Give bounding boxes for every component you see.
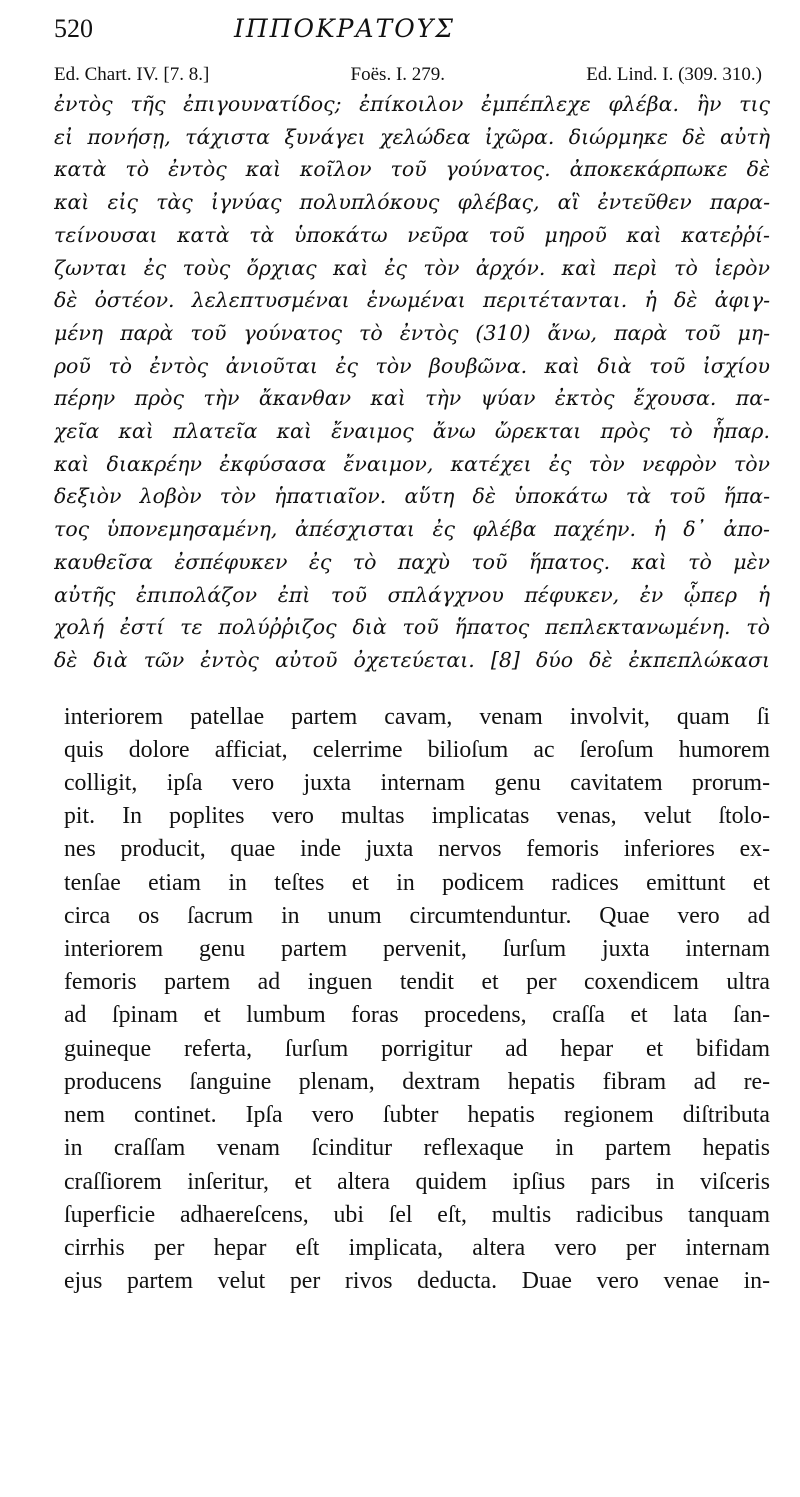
greek-line: τος ὑπονεμησαμένη, ἀπέσχισται ἐς φλέβα παχέην. ἡ δ᾽ ἀπο- bbox=[54, 517, 770, 542]
greek-line: καὶ εἰς τὰς ἰγνύας πολυπλόκους φλέβας, αἳ ἐντεῦθεν παρα- bbox=[54, 190, 770, 215]
latin-line: craſſiorem inſeritur, et altera quidem ipſius pars in viſceris bbox=[64, 1168, 770, 1195]
page-number: 520 bbox=[54, 14, 93, 43]
greek-line: ροῦ τὸ ἐντὸς ἀνιοῦται ἐς τὸν βουβῶνα. καὶ διὰ τοῦ ἰσχίου bbox=[54, 353, 770, 378]
latin-line: colligit, ipſa vero juxta internam genu cavitatem prorum- bbox=[64, 770, 770, 797]
greek-line: καὶ διακρέην ἐκφύσασα ἔναιμον, κατέχει ἐς τὸν νεφρὸν τὸν bbox=[54, 451, 770, 476]
edition-chart: Ed. Chart. IV. [7. 8.] bbox=[54, 64, 210, 85]
latin-line: interiorem genu partem pervenit, ſurſum juxta internam bbox=[64, 936, 770, 963]
greek-line: δεξιὸν λοβὸν τὸν ἡπατιαῖον. αὕτη δὲ ὑποκάτω τὰ τοῦ ἥπα- bbox=[54, 484, 770, 509]
greek-line: χεῖα καὶ πλατεῖα καὶ ἔναιμος ἄνω ὤρεκται πρὸς τὸ ἧπαρ. bbox=[54, 419, 770, 444]
greek-line: τείνουσαι κατὰ τὰ ὑποκάτω νεῦρα τοῦ μηροῦ καὶ κατεῤῥί- bbox=[54, 222, 770, 247]
latin-line: guineque referta, ſurſum porrigitur ad hepar et bifidam bbox=[64, 1035, 770, 1062]
latin-line: interiorem patellae partem cavam, venam involvit, quam ſi bbox=[64, 703, 770, 730]
edition-references bbox=[54, 64, 770, 86]
greek-line: καυθεῖσα ἐσπέφυκεν ἐς τὸ παχὺ τοῦ ἥπατος. καὶ τὸ μὲν bbox=[54, 549, 770, 574]
page-header bbox=[54, 14, 770, 60]
latin-line: tenſae etiam in teſtes et in podicem radices emittunt et bbox=[64, 869, 770, 896]
latin-text bbox=[54, 701, 770, 1299]
latin-line: nem continet. Ipſa vero ſubter hepatis regionem diſtributa bbox=[64, 1102, 770, 1129]
running-title: ΙΠΠΟΚΡΑΤΟΥΣ bbox=[234, 14, 455, 43]
latin-line: femoris partem ad inguen tendit et per coxendicem ultra bbox=[64, 969, 770, 996]
edition-foes: Foës. I. 279. bbox=[350, 64, 446, 85]
latin-line: circa os ſacrum in unum circumtenduntur. Quae vero ad bbox=[64, 902, 770, 929]
greek-line: κατὰ τὸ ἐντὸς καὶ κοῖλον τοῦ γούνατος. ἀποκεκάρπωκε δὲ bbox=[54, 157, 770, 182]
greek-line: πέρην πρὸς τὴν ἄκανθαν καὶ τὴν ψύαν ἐκτὸς ἔχουσα. πα- bbox=[54, 386, 770, 411]
greek-line: εἰ πονήσῃ, τάχιστα ξυνάγει χελώδεα ἰχῶρα. διώρμηκε δὲ αὐτὴ bbox=[54, 124, 770, 149]
greek-line: ἐντὸς τῆς ἐπιγουνατίδος; ἐπίκοιλον ἐμπέπλεχε φλέβα. ἣν τις bbox=[54, 92, 770, 116]
edition-lind: Ed. Lind. I. (309. 310.) bbox=[586, 64, 762, 85]
latin-line: nes producit, quae inde juxta nervos femoris inferiores ex- bbox=[64, 836, 770, 863]
greek-line: αὐτῆς ἐπιπολάζον ἐπὶ τοῦ σπλάγχνου πέφυκεν, ἐν ᾧπερ ἡ bbox=[54, 582, 770, 607]
latin-line: pit. In poplites vero multas implicatas venas, velut ſtolo- bbox=[64, 803, 770, 830]
latin-line: ejus partem velut per rivos deducta. Duae vero venae in- bbox=[64, 1268, 770, 1295]
latin-line: ad ſpinam et lumbum foras procedens, craſſa et lata ſan- bbox=[64, 1002, 770, 1029]
greek-text bbox=[54, 88, 770, 677]
greek-line: δὲ ὀστέον. λελεπτυσμέναι ἑνωμέναι περιτέτανται. ἡ δὲ ἀφιγ- bbox=[54, 288, 770, 313]
latin-line: cirrhis per hepar eſt implicata, altera vero per internam bbox=[64, 1234, 770, 1261]
latin-line: producens ſanguine plenam, dextram hepatis fibram ad re- bbox=[64, 1068, 770, 1095]
greek-line: ζωνται ἐς τοὺς ὄρχιας καὶ ἐς τὸν ἀρχόν. καὶ περὶ τὸ ἱερὸν bbox=[54, 255, 770, 280]
greek-line: χολή ἐστί τε πολύῤῥιζος διὰ τοῦ ἥπατος πεπλεκτανωμένη. τὸ bbox=[54, 615, 770, 640]
latin-line: quis dolore afficiat, celerrime bilioſum ac ſeroſum humorem bbox=[64, 736, 770, 763]
latin-line: in craſſam venam ſcinditur reflexaque in partem hepatis bbox=[64, 1135, 770, 1162]
greek-line: δὲ διὰ τῶν ἐντὸς αὐτοῦ ὀχετεύεται. [8] δύο δὲ ἐκπεπλώκασι bbox=[54, 647, 770, 672]
greek-line: μένη παρὰ τοῦ γούνατος τὸ ἐντὸς (310) ἄνω, παρὰ τοῦ μη- bbox=[54, 320, 770, 345]
latin-line: ſuperficie adhaereſcens, ubi ſel eſt, multis radicibus tanquam bbox=[64, 1201, 770, 1228]
